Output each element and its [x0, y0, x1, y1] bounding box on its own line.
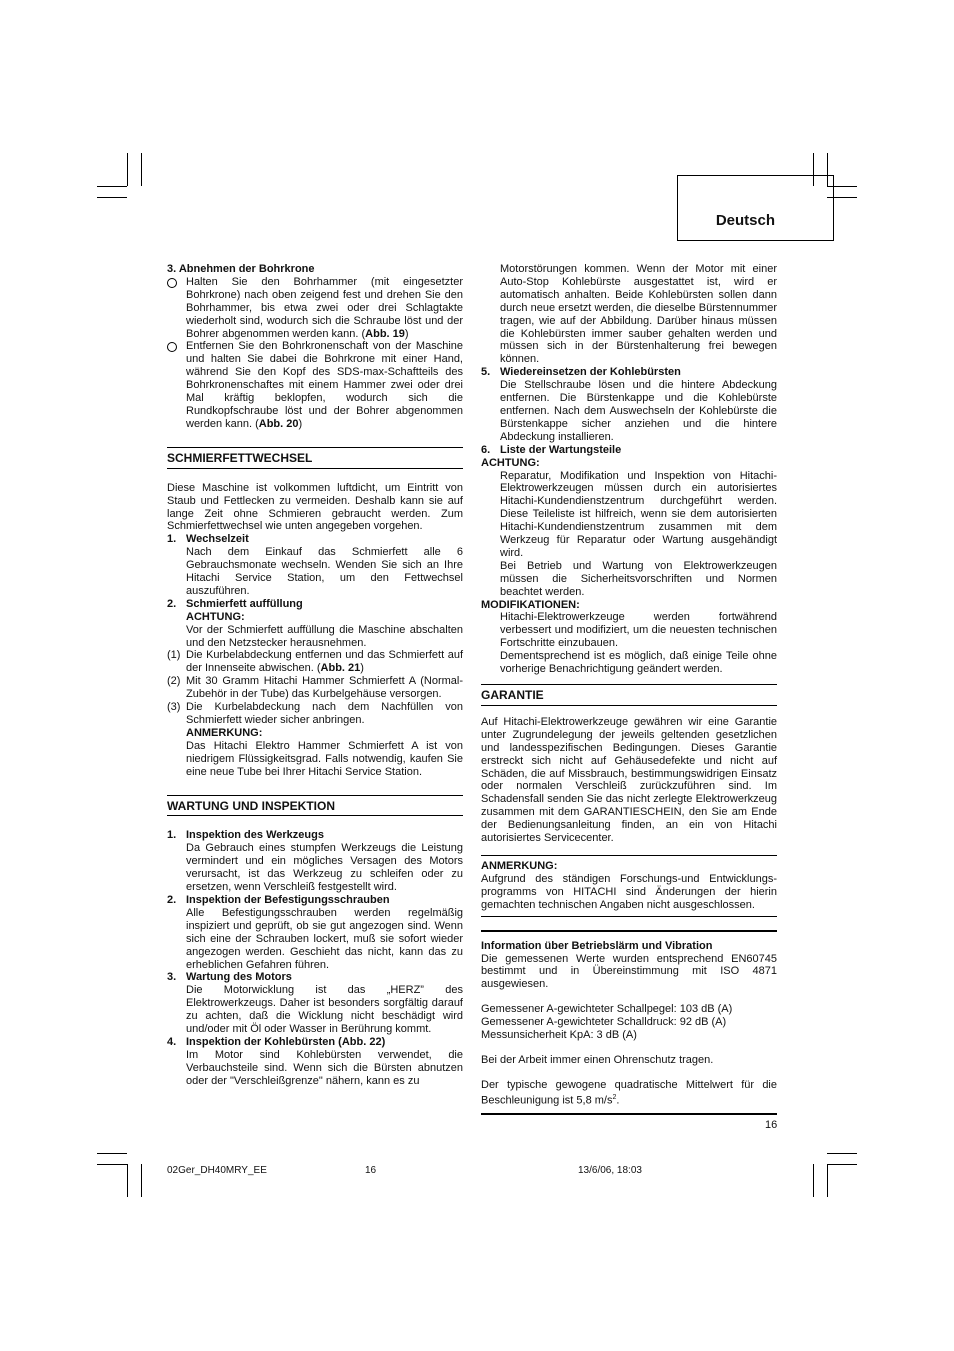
section-title: GARANTIE [481, 684, 777, 706]
paragraph: Dementsprechend ist es möglich, daß einige Teile ohne vorherige Benachrichtigung geändert werden. [500, 650, 777, 676]
note-label: ANMERKUNG: [481, 859, 558, 872]
footer-file: 02Ger_DH40MRY_EE [167, 1165, 267, 1176]
right-column [481, 263, 777, 1115]
language-label: Deutsch [715, 212, 775, 229]
list-item [167, 340, 463, 430]
crop-mark [127, 153, 128, 186]
list-item: (1) Die Kurbelabdeckung entfernen und das Schmierfett auf der Innenseite abwischen. (Abb. 21) [167, 649, 463, 675]
modifications-label: MODIFIKATIONEN: [481, 598, 580, 611]
list-item: 4. Inspektion der Kohlebürsten (Abb. 22) [167, 1035, 386, 1048]
divider [481, 1113, 777, 1115]
paragraph: Die Motorwicklung ist das „HERZ” des Elektrowerkzeugs. Daher ist besonders sorgfältig darauf zu achten, daß die Wicklung nicht beschädigt wird und/oder mit Öl oder Wasser in Berührung kommt. [186, 984, 463, 1036]
footer-date: 13/6/06, 18:03 [578, 1165, 642, 1176]
paragraph: Vor der Schmierfett auffüllung die Maschine abschalten und den Netzstecker herausnehmen. [186, 623, 463, 649]
list-item: 6. Liste der Wartungsteile [481, 443, 622, 456]
page-number: 16 [765, 1119, 778, 1131]
paragraph: Die gemessenen Werte wurden entsprechend EN60745 bestimmt und in Übereinstimmung mit ISO 4871 ausgewiesen. [481, 952, 777, 991]
paragraph: Nach dem Einkauf das Schmierfett alle 6 Gebrauchsmonate wechseln. Wenden Sie sich an Ihre Hitachi Service Station, um den Fettwechsel auszuführen. [186, 546, 463, 597]
paragraph: Hitachi-Elektrowerkzeuge werden fortwährend verbessert und modifiziert, um die neuesten technischen Fortschritte einzubauen. [500, 611, 777, 650]
crop-mark [813, 1164, 814, 1197]
section-title: SCHMIERFETTWECHSEL [167, 447, 463, 469]
crop-mark [97, 186, 127, 187]
crop-mark [141, 1164, 142, 1197]
caution-label: ACHTUNG: [186, 610, 245, 623]
caution-label: ACHTUNG: [481, 456, 540, 469]
paragraph: Bei der Arbeit immer einen Ohrenschutz tragen. [481, 1053, 714, 1066]
paragraph: Entfernen Sie den Bohrkronenschaft von der Maschine und halten Sie dabei die Bohrkrone mit einer Hand, während Sie den Kopf des SDS-max-Schaftteils des Bohrkronenschaftes mit einem Hammer zwei oder drei Mal kräftig beklopfen, wodurch sich die Rundkopfschraube löst und der Bohrer abgenommen werden kann. ( [186, 340, 463, 430]
list-item: 5. Wiedereinsetzen der Kohlebürsten [481, 366, 681, 379]
paragraph: Auf Hitachi-Elektrowerkzeuge gewähren wir eine Garantie unter Zugrundelegung der jeweils geltenden gesetzlichen und landesspezifischen Bedingungen. Dieses Garantie erstreckt sich nicht auf Gehäusedefekte und nicht auf Schäden, die auf Missbrauch, bestimmungswidrigen Einsatz oder normalen Verschleiß zurückzuführen sind. Im Schadensfall senden Sie das nicht zerlegte Elektrowerkzeug zusammen mit dem GARANTIESCHEIN, den Sie am Ende der Bedienungsanleitung finden, an ein von Hitachi autorisiertes Servicecenter. [481, 715, 777, 845]
paren: ) [404, 327, 409, 340]
list-item: 2. Inspektion der Befestigungsschrauben [167, 893, 390, 906]
language-tab [677, 175, 834, 241]
note-label: ANMERKUNG: [186, 726, 263, 739]
figure-ref: Abb. 19 [365, 327, 405, 340]
paragraph: Halten Sie den Bohrhammer (mit eingesetzter Bohrkrone) nach oben zeigend fest und drehen Sie den Bohrhammer, bis etwa zwei oder drei Schlagtakte wiederholt sind, wodurch sich die Schraube löst und der Bohrer abgenommen werden kann. ( [186, 275, 463, 340]
circle-bullet-icon [167, 278, 177, 288]
crop-mark [141, 153, 142, 186]
crop-mark [827, 1164, 857, 1165]
paragraph: Die Stellschraube lösen und die hintere Abdeckung entfernen. Die Bürstenkappe und die Kohlebürste entfernen. Nach dem Auswechseln der Kohlebürste die Bürstenkappe sicher anziehen und die hintere Abdeckung installieren. [500, 379, 777, 443]
crop-mark [97, 1164, 127, 1165]
section-heading: 3. Abnehmen der Bohrkrone [167, 263, 315, 275]
left-column [167, 263, 463, 1088]
paragraph: Aufgrund des ständigen Forschungs-und Entwicklungs-programms von HITACHI sind Änderungen der hierin gemachten technischen Angaben nicht ausgeschlossen. [481, 872, 777, 911]
list-item: (2) Mit 30 Gramm Hitachi Hammer Schmierfett A (Normal-Zubehör in der Tube) das Kurbelgehäuse versorgen. [167, 675, 463, 701]
paren: ) [298, 417, 303, 430]
crop-mark [97, 1153, 127, 1154]
paragraph: Da Gebrauch eines stumpfen Werkzeugs die Leistung vermindert und ein mögliches Versagen des Motors verursacht, ist das Werkzeug zu schleifen oder zu ersetzen, wenn Verschleiß festgestellt wird. [186, 842, 463, 894]
list-item: 3. Wartung des Motors [167, 971, 292, 984]
measurement-line: Messunsicherheit KpA: 3 dB (A) [481, 1029, 637, 1042]
item-title: Wechselzeit [186, 533, 249, 546]
measurement-line: Gemessener A-gewichteter Schallpegel: 103 dB (A) [481, 1003, 733, 1016]
circle-bullet-icon [167, 342, 177, 352]
section-heading: Information über Betriebslärm und Vibration [481, 939, 713, 952]
item-title: Schmierfett auffüllung [186, 597, 303, 610]
paragraph: Motorstörungen kommen. Wenn der Motor mit einer Auto-Stop Kohlebürste ausgestattet ist, wird er automatisch anhalten. Beide Kohlebürsten sollen dann durch neue ersetzt werden, die dieselbe Bürstennummer tragen, wie auf der Abbildung. Darüber hinaus müssen die Kohlebürsten immer sauber gehalten werden und müssen sich in der Bürstenhalterung frei bewegen können. [500, 263, 777, 366]
list-item: 1. Inspektion des Werkzeugs [167, 829, 324, 842]
crop-mark [827, 1164, 828, 1197]
paragraph: Im Motor sind Kohlebürsten verwendet, die Verbauchsteile sind. Wenn sich die Bürsten abnutzen oder der "Verschleißgrenze" nähern, kann es zu [186, 1048, 463, 1087]
crop-mark [97, 197, 127, 198]
paragraph: Reparatur, Modifikation und Inspektion von Hitachi-Elektrowerkzeugen müssen durch ein autorisiertes Hitachi-Kundendienstzentrum durchgeführt werden. Diese Teileliste ist hilfreich, wenn sie dem autorisierten Hitachi-Kundendienstzentrum zusammen mit dem Werkzeug für Reparatur oder Wartung ausgehändigt wird. [500, 469, 777, 559]
paragraph: Der typische gewogene quadratische Mittelwert für die Beschleunigung ist 5,8 $m/s^2$. [481, 1078, 777, 1107]
figure-ref: Abb. 21 [320, 662, 361, 675]
measurement-line: Gemessener A-gewichteter Schalldruck: 92 dB (A) [481, 1016, 727, 1029]
list-item [167, 276, 463, 341]
crop-mark [127, 1164, 128, 1197]
paragraph: Diese Maschine ist volkommen luftdicht, um Eintritt von Staub und Fettlecken zu vermeiden. Deshalb kann sie auf lange Zeit ohne Schmieren gebraucht werden. Zum Schmierfettwechsel wie unten angegeben vorgehen. [167, 481, 463, 533]
paragraph: Das Hitachi Elektro Hammer Schmierfett A ist von niedrigem Flüssigkeitsgrad. Falls notwendig, kaufen Sie eine neue Tube bei Ihrer Hitachi Service Station. [186, 739, 463, 778]
section-title: WARTUNG UND INSPEKTION [167, 795, 463, 817]
list-item: 2. Schmierfett auffüllung [167, 598, 463, 611]
list-item: 1. Wechselzeit [167, 533, 463, 546]
crop-mark [827, 1153, 857, 1154]
list-item: (3) Die Kurbelabdeckung nach dem Nachfüllen von Schmierfett wieder sicher anbringen. [167, 701, 463, 726]
paragraph: Alle Befestigungsschrauben werden regelmäßig inspiziert und geprüft, ob sie gut angezogen sind. Wenn sich eine der Schrauben lockert, muß sie sofort wieder angezogen werden. Geschieht das nicht, kann das zu erheblichen Gefahren führen. [186, 906, 463, 971]
footer-page: 16 [365, 1165, 377, 1176]
paragraph: Bei Betrieb und Wartung von Elektrowerkzeugen müssen die Sicherheitsvorschriften und Normen beachtet werden. [500, 559, 777, 598]
figure-ref: Abb. 20 [258, 417, 299, 430]
